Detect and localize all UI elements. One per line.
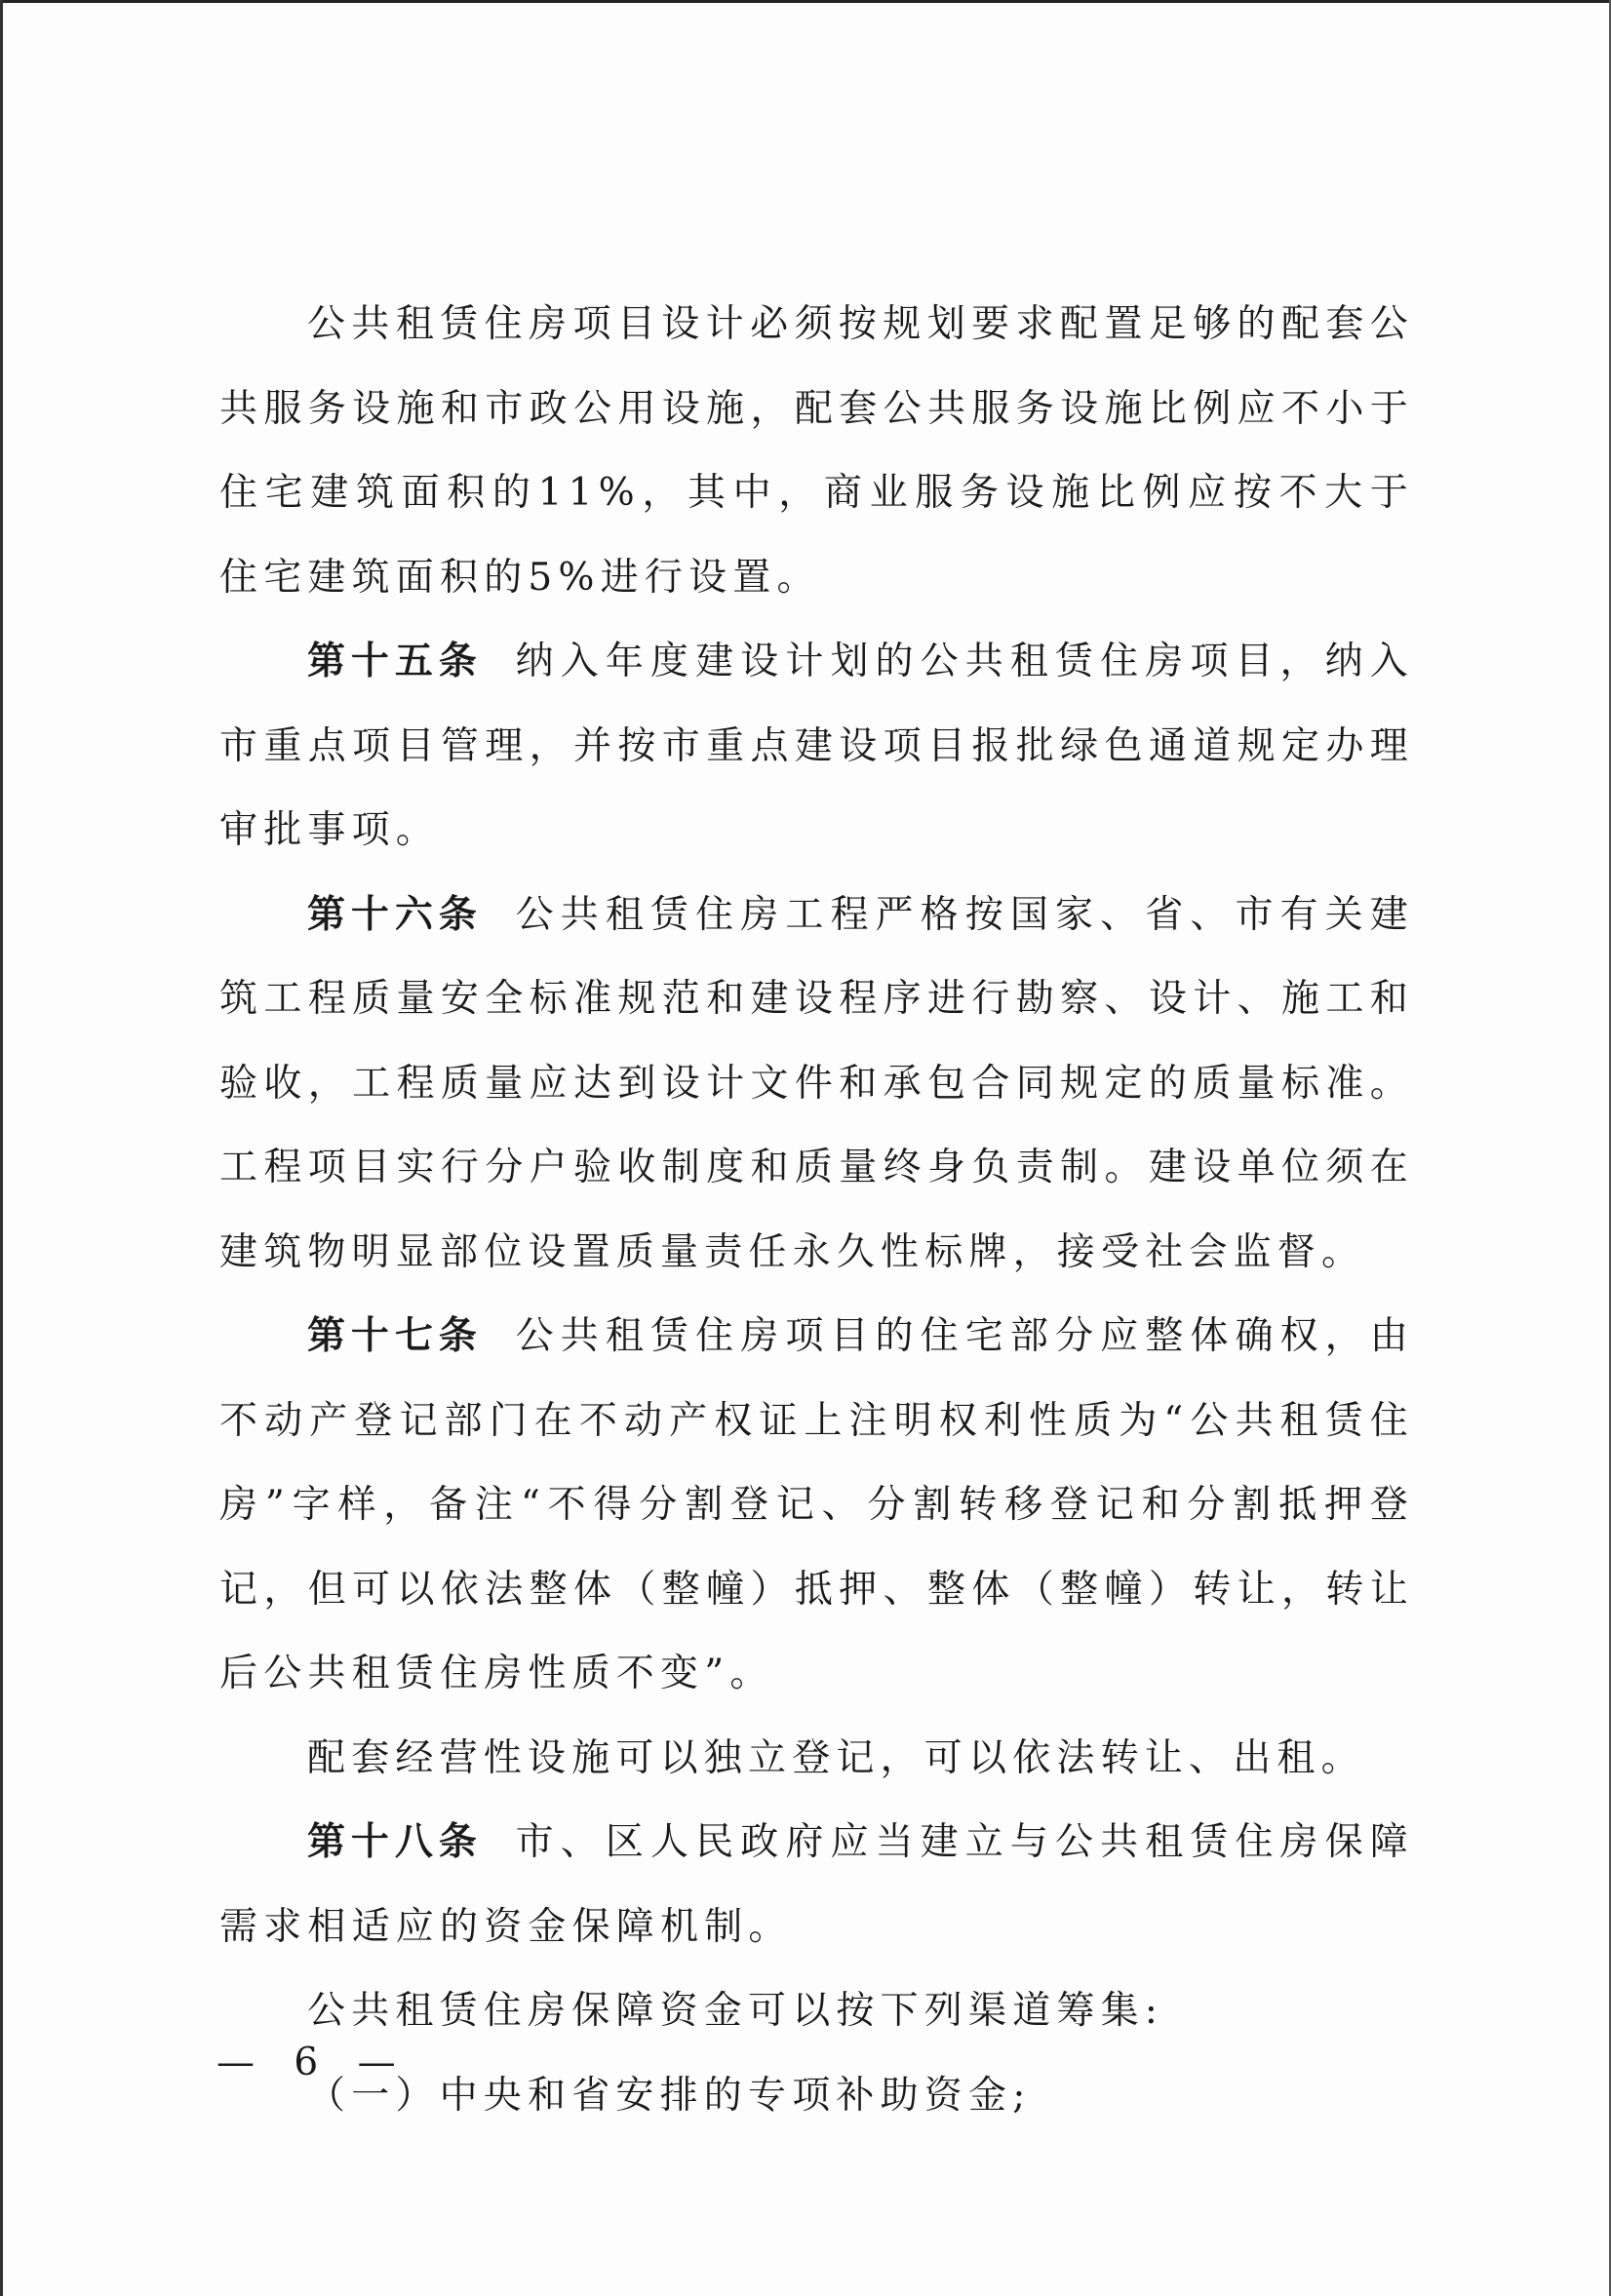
article-text: 市、区人民政府应当建立与公共租赁住房保障需求相适应的资金保障机制。 xyxy=(219,1820,1414,1949)
paragraph-text: 公共租赁住房项目设计必须按规划要求配置足够的配套公共服务设施和市政公用设施，配套公共服务设施比例应不小于住宅建筑面积的11%，其中，商业服务设施比例应按不大于住宅建筑面积的5%进行设置。 xyxy=(219,302,1414,600)
article-heading: 第十六条 xyxy=(307,892,483,937)
document-body xyxy=(219,283,1414,2138)
scan-edge-top xyxy=(0,0,1611,3)
article-18 xyxy=(219,1801,1414,1969)
article-text: 公共租赁住房项目的住宅部分应整体确权，由不动产登记部门在不动产权证上注明权利性质为“公共租赁住房”字样，备注“不得分割登记、分割转移登记和分割抵押登记，但可以依法整体（整幢）抵押、整体（整幢）转让，转让后公共租赁住房性质不变”。 xyxy=(219,1314,1414,1695)
paragraph-facilities xyxy=(219,283,1414,620)
article-text: 公共租赁住房工程严格按国家、省、市有关建筑工程质量安全标准规范和建设程序进行勘察、设计、施工和验收，工程质量应达到设计文件和承包合同规定的质量标准。工程项目实行分户验收制度和质量终身负责制。建设单位须在建筑物明显部位设置质量责任永久性标牌，接受社会监督。 xyxy=(219,892,1414,1274)
article-heading: 第十八条 xyxy=(307,1820,483,1864)
article-heading: 第十五条 xyxy=(307,640,483,683)
page-number: — 6 — xyxy=(216,2041,410,2084)
article-17 xyxy=(219,1295,1414,1717)
article-15 xyxy=(219,620,1414,874)
article-heading: 第十七条 xyxy=(307,1314,483,1358)
article-16 xyxy=(219,874,1414,1296)
paragraph-text: 公共租赁住房保障资金可以按下列渠道筹集: xyxy=(307,1989,1164,2033)
article-text: 纳入年度建设计划的公共租赁住房项目，纳入市重点项目管理，并按市重点建设项目报批绿色通道规定办理审批事项。 xyxy=(219,640,1414,852)
scan-edge-left xyxy=(0,0,3,2296)
paragraph-supporting-facilities xyxy=(219,1717,1414,1802)
paragraph-text: 配套经营性设施可以独立登记，可以依法转让、出租。 xyxy=(307,1735,1365,1780)
paragraph-text: （一）中央和省安排的专项补助资金; xyxy=(307,2073,1032,2118)
